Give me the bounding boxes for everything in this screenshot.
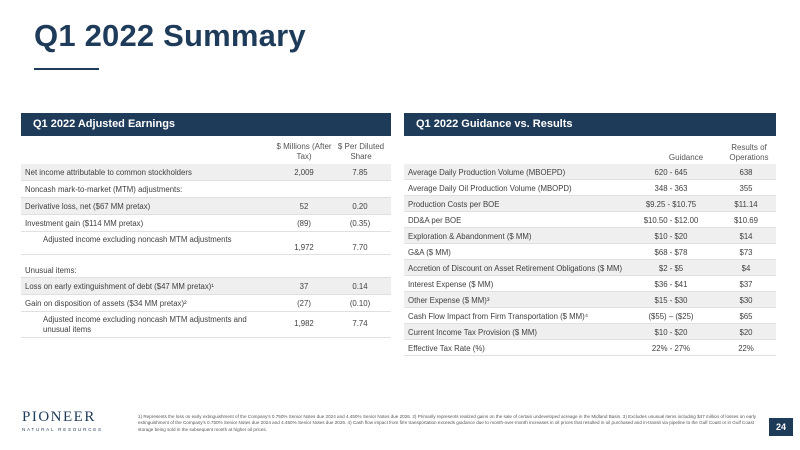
row-value-millions: 2,009	[294, 168, 314, 177]
table-row	[404, 260, 776, 276]
row-label: Derivative loss, net ($67 MM pretax)	[25, 202, 151, 211]
row-label: Unusual items:	[25, 266, 77, 275]
row-value-results: $65	[739, 312, 753, 321]
table-row	[404, 276, 776, 292]
row-label: Effective Tax Rate (%)	[408, 344, 485, 353]
table-row	[21, 164, 391, 181]
table-row	[404, 292, 776, 308]
row-label: Cash Flow Impact from Firm Transportation ($ MM)⁴	[408, 312, 589, 321]
logo-wordmark: PIONEER	[22, 409, 96, 425]
table-row	[404, 340, 776, 356]
row-value-guidance: $36 - $41	[654, 280, 688, 289]
company-logo	[22, 409, 103, 432]
row-value-guidance: $15 - $30	[654, 296, 688, 305]
guidance-results-header: Q1 2022 Guidance vs. Results	[404, 113, 776, 136]
row-value-guidance: 22% - 27%	[651, 344, 691, 353]
row-value-millions: (89)	[297, 219, 311, 228]
table-row	[21, 215, 391, 232]
row-value-per-share: (0.35)	[349, 219, 371, 228]
row-value-results: 355	[739, 184, 753, 193]
row-label: Gain on disposition of assets ($34 MM pretax)²	[25, 299, 187, 308]
table-row	[21, 232, 391, 255]
table-row	[21, 198, 391, 215]
column-header-millions: $ Millions (After Tax)	[276, 142, 332, 161]
table-row	[21, 181, 391, 198]
row-value-guidance: $9.25 - $10.75	[645, 200, 697, 209]
row-value-results: 22%	[738, 344, 754, 353]
row-label: Investment gain ($114 MM pretax)	[25, 219, 144, 228]
table-row	[404, 196, 776, 212]
adjusted-earnings-header: Q1 2022 Adjusted Earnings	[21, 113, 391, 136]
row-value-per-share: (0.10)	[349, 299, 371, 308]
row-value-results: $11.14	[734, 200, 758, 209]
table-row	[21, 278, 391, 295]
guidance-results-panel	[404, 113, 776, 356]
row-value-guidance: $68 - $78	[654, 248, 688, 257]
table-row	[21, 295, 391, 312]
row-value-per-share: 7.74	[352, 319, 368, 328]
row-value-results: $73	[739, 248, 753, 257]
row-value-millions: 52	[299, 202, 309, 211]
row-value-millions: 37	[299, 282, 309, 291]
row-value-per-share: 0.14	[352, 282, 368, 291]
row-value-millions: 1,972	[294, 243, 314, 252]
row-label: G&A ($ MM)	[408, 248, 451, 257]
table-row	[404, 212, 776, 228]
row-label: DD&A per BOE	[408, 216, 462, 225]
row-value-results: $37	[739, 280, 753, 289]
footnotes: 1) Represents the loss on early extinguishment of the Company's 0.750% Senior Notes due 2024 and 4.450% Senior Notes due 2026. 2) Primarily represents realized gains on the sale of certain undeveloped acreage in the Midland Basin. 3) Excludes unusual items including $47 million of losses on early extinguishment of the Company's 0.750% Senior Notes due 2024 and 4.450% Senior Notes due 2026. 4) Cash flow impact from firm transportation exceeds guidance due to month-over-month increases in oil prices that resulted in oil purchased and in-transit via pipeline to the Gulf Coast or in Gulf Coast storage being sold in the subsequent month at higher oil prices.	[138, 414, 757, 432]
row-value-guidance: $10 - $20	[654, 328, 688, 337]
page-number-badge: 24	[769, 418, 793, 436]
column-header-per-share: $ Per Diluted Share	[337, 142, 385, 161]
column-header-results: Results of Operations	[729, 143, 769, 162]
row-label: Accretion of Discount on Asset Retirement Obligations ($ MM)	[408, 264, 623, 273]
row-value-millions: (27)	[297, 299, 311, 308]
row-label: Average Daily Production Volume (MBOEPD)	[408, 168, 566, 177]
page-title: Q1 2022 Summary	[34, 18, 306, 53]
row-value-results: $30	[739, 296, 753, 305]
row-value-per-share: 7.85	[352, 168, 368, 177]
row-value-guidance: $10 - $20	[654, 232, 688, 241]
row-value-millions: 1,982	[294, 319, 314, 328]
title-underline	[34, 68, 99, 70]
row-value-guidance: 348 - 363	[654, 184, 688, 193]
row-label: Net income attributable to common stockholders	[25, 168, 192, 177]
row-label: Exploration & Abandonment ($ MM)	[408, 232, 532, 241]
row-label: Average Daily Oil Production Volume (MBOPD)	[408, 184, 572, 193]
table-row	[404, 244, 776, 260]
column-header-guidance: Guidance	[668, 153, 704, 162]
adjusted-earnings-panel	[21, 113, 391, 338]
row-value-results: 638	[739, 168, 753, 177]
table-row	[404, 308, 776, 324]
row-label: Noncash mark-to-market (MTM) adjustments:	[25, 185, 183, 194]
table-row	[404, 164, 776, 180]
row-label: Adjusted income excluding noncash MTM adjustments	[43, 235, 232, 244]
row-value-results: $14	[739, 232, 753, 241]
row-value-results: $20	[739, 328, 753, 337]
logo-tagline: NATURAL RESOURCES	[22, 427, 103, 432]
adjusted-earnings-column-headers	[21, 136, 391, 164]
table-row	[404, 324, 776, 340]
row-value-per-share: 7.70	[352, 243, 368, 252]
table-row	[404, 180, 776, 196]
row-value-results: $10.69	[734, 216, 758, 225]
guidance-results-column-headers	[404, 136, 776, 164]
row-value-guidance: $2 - $5	[658, 264, 684, 273]
row-label: Production Costs per BOE	[408, 200, 500, 209]
row-label: Interest Expense ($ MM)	[408, 280, 494, 289]
row-value-results: $4	[741, 264, 751, 273]
row-value-guidance: $10.50 - $12.00	[643, 216, 699, 225]
table-row	[21, 312, 391, 338]
row-label: Loss on early extinguishment of debt ($47 MM pretax)¹	[25, 282, 214, 291]
table-row	[21, 255, 391, 278]
row-value-guidance: 620 - 645	[654, 168, 688, 177]
table-row	[404, 228, 776, 244]
row-label: Current Income Tax Provision ($ MM)	[408, 328, 537, 337]
row-label: Other Expense ($ MM)³	[408, 296, 490, 305]
row-label: Adjusted income excluding noncash MTM adjustments and unusual items	[43, 315, 247, 334]
row-value-guidance: ($55) – ($25)	[648, 312, 694, 321]
row-value-per-share: 0.20	[352, 202, 368, 211]
